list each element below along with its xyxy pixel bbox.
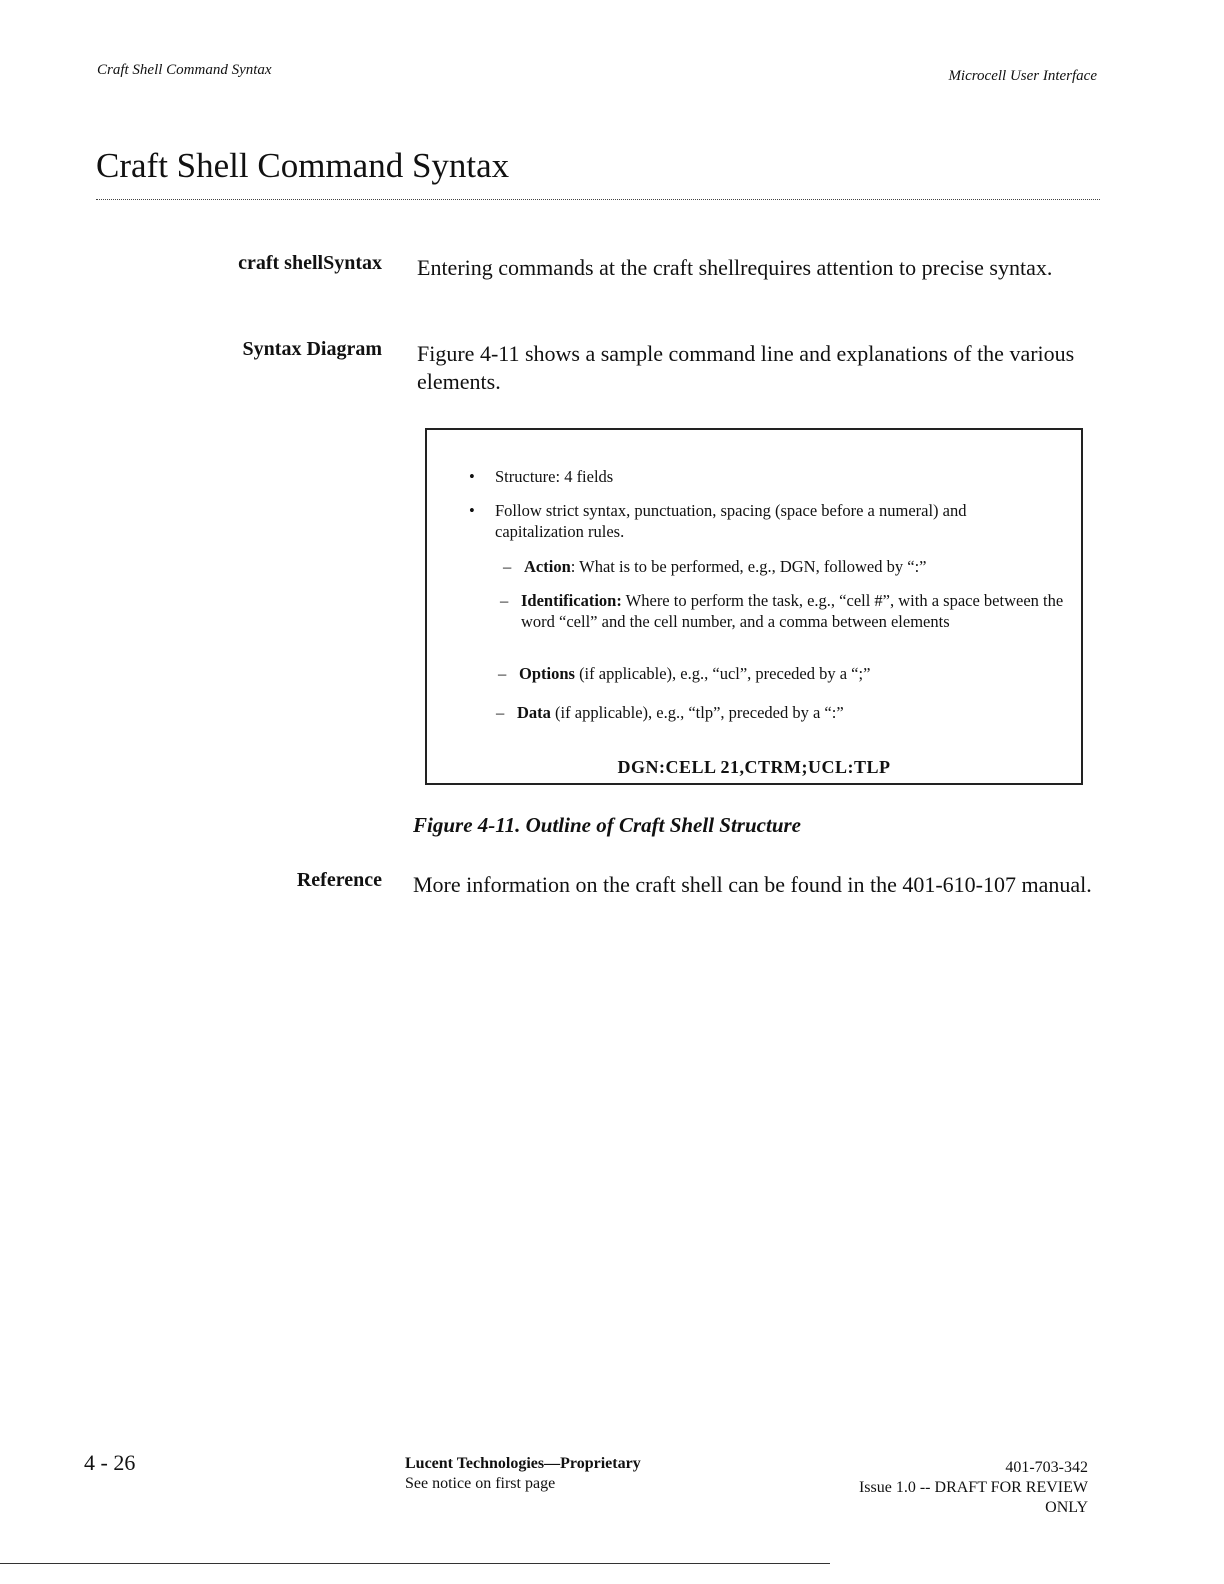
section-text-syntax-diagram: Figure 4-11 shows a sample command line and explanations of the various elements. [417,341,1075,394]
footer-doc-info [859,1458,1088,1518]
figure-bullet: • Follow strict syntax, punctuation, spacing (space before a numeral) and capitalization rules. [469,501,967,541]
running-header-right: Microcell User Interface [948,68,1097,84]
figure-subitem-identification: – Identification: Where to perform the task, e.g., “cell #”, with a space between the word “cell” and the cell number, and a comma between elements [500,591,1064,631]
page-number: 4 - 26 [84,1450,136,1475]
section-label-syntax-diagram: Syntax Diagram [242,338,382,360]
dash-icon: – [496,703,505,722]
footer-issue-cont: ONLY [1045,1499,1088,1516]
dash-icon: – [500,591,509,610]
footer-issue: Issue 1.0 -- DRAFT FOR REVIEW [858,1479,1088,1496]
footer-notice: See notice on first page [405,1475,556,1492]
dash-icon: – [503,557,512,576]
sample-command-line: DGN:CELL 21,CTRM;UCL:TLP [617,757,891,777]
figure-subitem-action: – Action: What is to be performed, e.g., DGN, followed by “:” [503,557,927,576]
section-text-reference: More information on the craft shell can be found in the 401-610-107 manual. [413,872,1092,897]
section-label-reference: Reference [296,869,382,891]
footer-company: Lucent Technologies—Proprietary [405,1455,641,1472]
figure-bullet: • Structure: 4 fields [469,467,614,486]
bottom-rule [0,1563,830,1564]
syntax-figure-box [425,428,1083,785]
section-text-craft-shell-syntax: Entering commands at the craft shellrequires attention to precise syntax. [417,255,1053,280]
bullet-dot-icon: • [469,501,475,520]
section-label-craft-shell-syntax: craft shellSyntax [238,252,382,274]
running-header-left: Craft Shell Command Syntax [97,62,272,78]
dash-icon: – [498,664,507,683]
footer-proprietary [405,1454,641,1494]
footer-doc-number: 401-703-342 [1005,1459,1088,1476]
page-title: Craft Shell Command Syntax [96,146,510,185]
figure-subitem-data: – Data (if applicable), e.g., “tlp”, preceded by a “:” [496,703,844,722]
bullet-dot-icon: • [469,467,475,486]
title-divider [96,199,1100,200]
figure-caption: Figure 4-11. Outline of Craft Shell Structure [413,813,801,837]
figure-subitem-options: – Options (if applicable), e.g., “ucl”, preceded by a “;” [498,664,871,683]
